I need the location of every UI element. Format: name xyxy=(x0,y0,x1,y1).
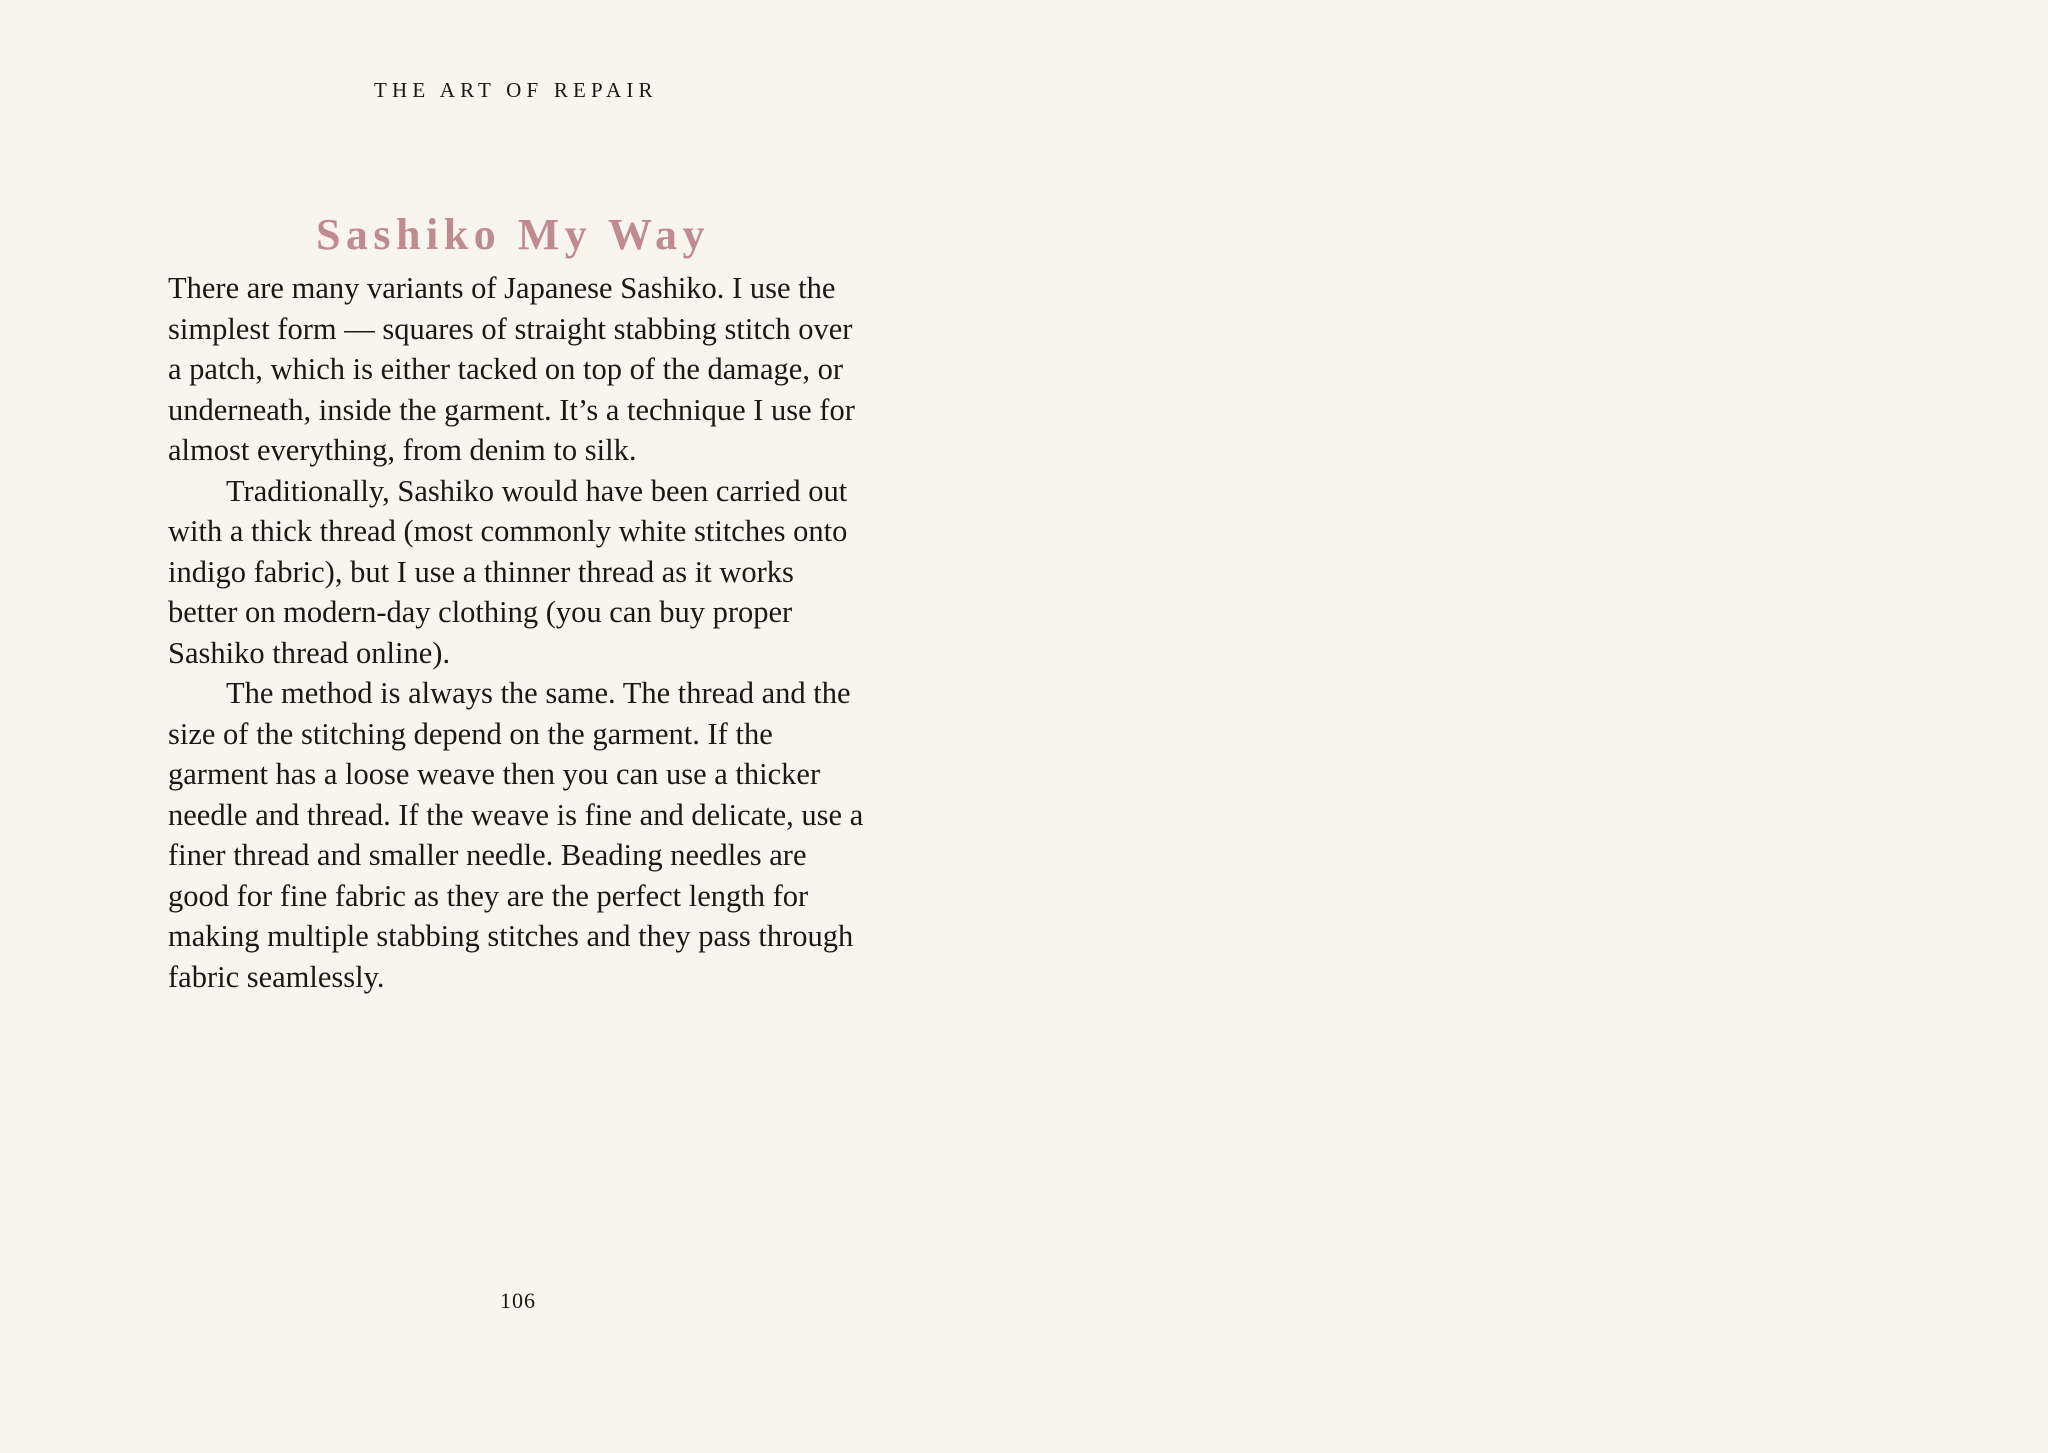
body-text-column xyxy=(168,268,864,997)
right-page xyxy=(1024,0,2048,1453)
paragraph-3: The method is always the same. The thread and the size of the stitching depend on the garment. If the garment has a loose weave then you can use a thicker needle and thread. If the weave is fine and delicate, use a finer thread and smaller needle. Beading needles are good for fine fabric as they are the perfect length for making multiple stabbing stitches and they pass through fabric seamlessly. xyxy=(168,676,864,994)
paragraph-1: There are many variants of Japanese Sashiko. I use the simplest form — squares of straight stabbing stitch over a patch, which is either tacked on top of the damage, or underneath, inside the garment. It’s a technique I use for almost everything, from denim to silk. xyxy=(168,271,855,467)
page-title: Sashiko My Way xyxy=(315,210,711,260)
paragraph-2: Traditionally, Sashiko would have been carried out with a thick thread (most commonly white stitches onto indigo fabric), but I use a thinner thread as it works better on modern-day clothing (you can buy proper Sashiko thread online). xyxy=(168,473,848,670)
page-number-left: 106 xyxy=(500,1288,536,1313)
running-head-left: THE ART OF REPAIR xyxy=(374,78,658,102)
